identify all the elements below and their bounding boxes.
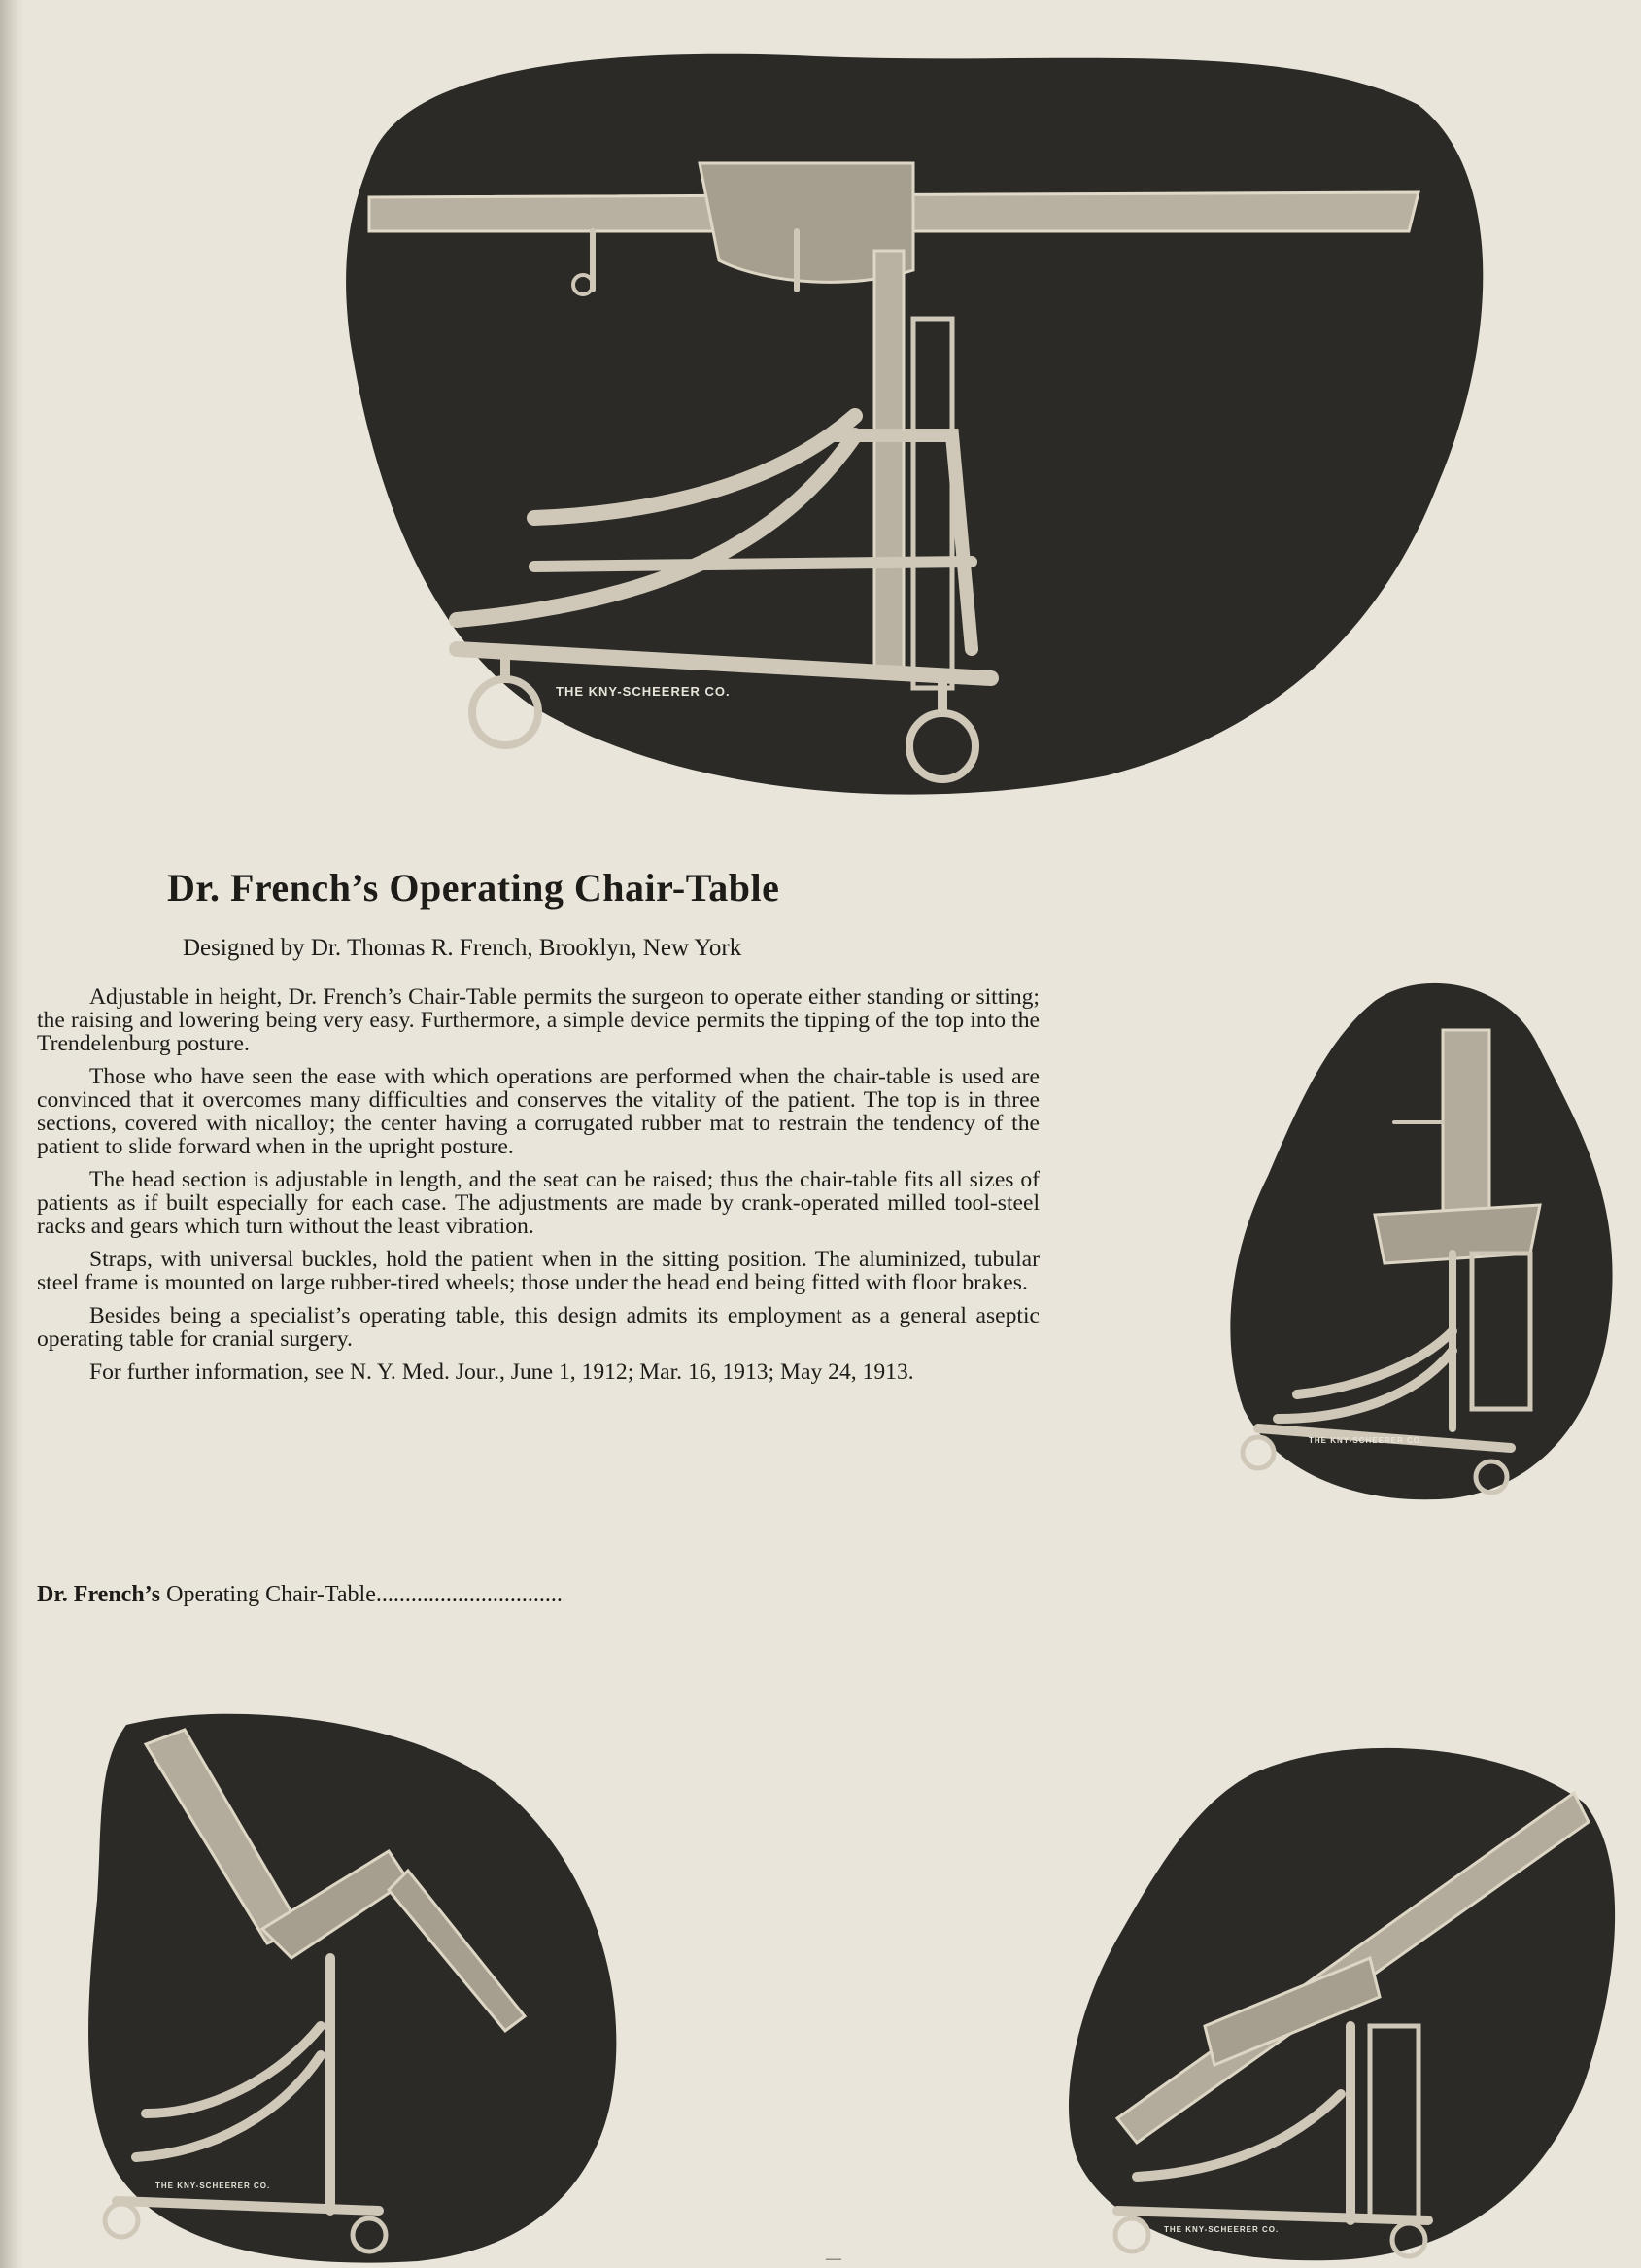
illustration-inclined <box>87 1705 632 2264</box>
illustration-upright <box>1219 962 1618 1506</box>
paragraph: Besides being a specialist’s operating table, this design admits its employment as a general aseptic operating table for cranial surgery. <box>37 1303 1040 1352</box>
page-title: Dr. French’s Operating Chair-Table <box>167 866 780 910</box>
plate-upright-chair <box>1219 962 1618 1506</box>
paragraph: Straps, with universal buckles, hold the patient when in the sitting position. The aluminized, tubular steel frame is mounted on large rubber-tired wheels; those under the head end being fitted with floor brakes. <box>37 1247 1040 1295</box>
illustration-trendelenburg <box>1059 1735 1623 2264</box>
catalog-entry-name-bold: Dr. French’s <box>37 1582 161 1607</box>
paragraph: The head section is adjustable in length, and the seat can be raised; thus the chair-table fits all sizes of patients as if built especially for each case. The adjustments are made by crank-operated milled tool-steel racks and gears which turn without the least vibration. <box>37 1167 1040 1239</box>
paragraph: For further information, see N. Y. Med. Jour., June 1, 1912; Mar. 16, 1913; May 24, 1913. <box>89 1359 914 1385</box>
page-ornament: — <box>826 2251 841 2267</box>
illustration-horizontal <box>311 27 1516 805</box>
plate-caption: THE KNY-SCHEERER CO. <box>155 2182 271 2190</box>
plate-inclined-back <box>87 1705 632 2264</box>
paragraph: Adjustable in height, Dr. French’s Chair-Table permits the surgeon to operate either standing or sitting; the raising and lowering being very easy. Furthermore, a simple device permits the tipping of the top into the Trendelenburg posture. <box>37 984 1040 1056</box>
page-subtitle: Designed by Dr. Thomas R. French, Brooklyn, New York <box>183 935 742 961</box>
page-binding-edge <box>0 0 25 2268</box>
paragraph: Those who have seen the ease with which operations are performed when the chair-table is used are convinced that it overcomes many difficulties and conserves the vitality of the patient. The top is in three sections, covered with nicalloy; the center having a corrugated rubber mat to restrain the tendency of the patient to slide forward when in the upright posture. <box>37 1064 1040 1159</box>
description <box>37 985 1040 1393</box>
dot-leader: ................................ <box>375 1582 563 1607</box>
plate-horizontal-table <box>311 27 1516 805</box>
plate-caption: THE KNY-SCHEERER CO. <box>1309 1436 1424 1445</box>
plate-trendelenburg <box>1059 1735 1623 2264</box>
catalog-entry-name: Operating Chair-Table <box>166 1582 376 1607</box>
plate-caption: THE KNY-SCHEERER CO. <box>1164 2225 1280 2234</box>
catalog-entry <box>37 1582 931 1608</box>
plate-caption: THE KNY-SCHEERER CO. <box>556 684 731 699</box>
